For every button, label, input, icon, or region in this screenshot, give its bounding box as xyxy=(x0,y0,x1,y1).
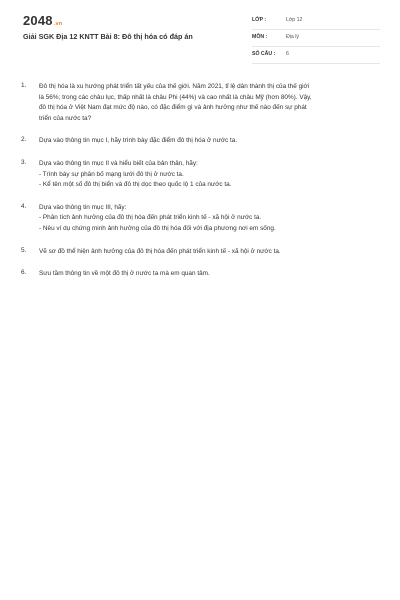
meta-info xyxy=(252,14,380,65)
question-text xyxy=(39,247,381,258)
question-line: - Trình bày sự phân bố mạng lưới đô thị ở nước ta. xyxy=(39,170,184,178)
meta-label: SỐ CÂU : xyxy=(252,51,276,57)
meta-value: 6 xyxy=(286,51,289,57)
question-line: Vẽ sơ đồ thể hiện ảnh hưởng của đô thị hóa đến phát triển kinh tế - xã hội ở nước ta. xyxy=(39,247,281,255)
question-text xyxy=(39,136,381,147)
logo-text: 2048 xyxy=(23,13,53,28)
question-number: 1. xyxy=(21,82,27,89)
question-number: 4. xyxy=(21,202,27,210)
question-text xyxy=(39,203,381,235)
question-line: đô thị hóa ở Việt Nam đạt mức độ nào, có đặc điểm gì và ảnh hưởng như thế nào đến sự phát xyxy=(39,104,307,112)
meta-value: Lớp 12 xyxy=(286,17,303,23)
question-line: triển của nước ta? xyxy=(39,114,92,122)
page-header xyxy=(0,0,400,70)
meta-row-class xyxy=(252,14,380,30)
meta-value: Địa lý xyxy=(286,34,299,40)
question-line: Dựa vào thông tin mục III, hãy: xyxy=(39,203,127,211)
question-line: Dựa vào thông tin mục II và hiểu biết của bản thân, hãy: xyxy=(39,159,198,167)
meta-row-subject xyxy=(252,31,380,47)
question-item xyxy=(21,247,381,258)
question-text xyxy=(39,269,381,280)
question-item xyxy=(21,159,381,191)
question-number: 2. xyxy=(21,136,27,144)
question-number: 6. xyxy=(21,269,27,277)
question-text xyxy=(39,82,381,124)
question-list xyxy=(21,82,381,292)
question-line: - Nêu ví dụ chứng minh ảnh hưởng của đô thị hóa đối với địa phương nơi em sống. xyxy=(39,224,276,232)
question-number: 5. xyxy=(21,246,27,254)
question-item xyxy=(21,136,381,147)
question-line: Dựa vào thông tin mục I, hãy trình bày đặc điểm đô thị hóa ở nước ta. xyxy=(39,137,238,145)
logo-suffix: .vn xyxy=(53,21,63,27)
site-logo[interactable] xyxy=(23,13,62,28)
meta-label: MÔN : xyxy=(252,34,268,40)
question-item xyxy=(21,269,381,280)
question-line: là 56%; trong các châu lục, thấp nhất là châu Phi (44%) và cao nhất là châu Mỹ (hơn 80%). Vậy, xyxy=(39,93,312,101)
question-number: 3. xyxy=(21,158,27,166)
question-line: Đô thị hóa là xu hướng phát triển tất yếu của thế giới. Năm 2021, tỉ lệ dân thành thị của thế giới xyxy=(39,83,310,90)
question-item xyxy=(21,203,381,235)
question-line: - Phân tích ảnh hưởng của đô thị hóa đến phát triển kinh tế - xã hội ở nước ta. xyxy=(39,214,262,222)
meta-row-question-count xyxy=(252,48,380,64)
page-title: Giải SGK Địa 12 KNTT Bài 8: Đô thị hóa có đáp án xyxy=(23,32,193,41)
question-text xyxy=(39,159,381,191)
question-line: - Kể tên một số đô thị biển và đô thị dọc theo quốc lộ 1 của nước ta. xyxy=(39,181,232,189)
question-item xyxy=(21,82,381,124)
question-line: Sưu tầm thông tin về một đô thị ở nước ta mà em quan tâm. xyxy=(39,270,210,278)
meta-label: LỚP : xyxy=(252,17,267,23)
